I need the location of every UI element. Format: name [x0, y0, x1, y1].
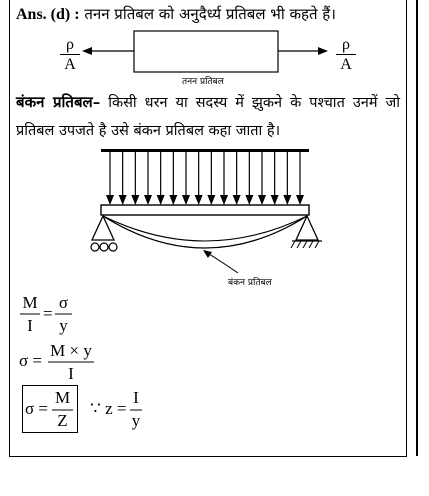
answer-label: Ans. (d) : [16, 6, 80, 23]
load-arrow-head-icon [296, 195, 304, 205]
load-arrow-head-icon [220, 195, 228, 205]
tensile-bar-diagram [82, 31, 328, 72]
bent-beam-curve-outer [103, 216, 307, 248]
beam [101, 205, 309, 215]
load-arrow-head-icon [182, 195, 190, 205]
load-arrow-head-icon [245, 195, 253, 205]
leader-arrow-head-icon [203, 250, 212, 258]
tensile-bar [134, 31, 278, 72]
f4-num: I [133, 388, 139, 407]
caption-leader-line [206, 252, 238, 273]
f1-left-den: I [27, 316, 33, 335]
load-arrow-head-icon [233, 195, 241, 205]
f3-num: M [54, 388, 71, 407]
right-arrow-head-icon [318, 47, 328, 55]
load-arrow-head-icon [207, 195, 215, 205]
load-arrow-head-icon [131, 195, 139, 205]
load-arrow-head-icon [106, 195, 114, 205]
answer-statement: तनन प्रतिबल को अनुदैर्ध्य प्रतिबल भी कहते हैं। [84, 5, 336, 23]
f1-right-num: σ [58, 293, 69, 312]
fraction-numerator: ρ [336, 36, 356, 55]
f1-equals: = [43, 304, 53, 323]
roller-icon [100, 243, 108, 251]
f4-den: y [131, 411, 141, 430]
fraction-denominator: A [64, 56, 76, 73]
bending-paragraph [16, 88, 400, 145]
load-arrow-head-icon [144, 195, 152, 205]
beam-caption: बंकन प्रतिबल [228, 278, 272, 288]
load-arrow-head-icon [271, 195, 279, 205]
load-arrow-head-icon [195, 195, 203, 205]
f2-num: M × y [50, 341, 92, 360]
load-arrow-head-icon [119, 195, 127, 205]
f3-lhs: σ = [25, 399, 49, 418]
f2-den: I [68, 364, 74, 383]
f2-lhs: σ = [19, 351, 43, 370]
bending-term: बंकन प्रतिबल– [16, 93, 101, 111]
bending-definition: किसी धरन या सदस्य में झुकने के पश्चात उनमें जो प्रतिबल उपजते है उसे बंकन प्रतिबल कहा जाता है। [16, 95, 400, 139]
load-top-line [101, 149, 309, 152]
roller-icon [91, 243, 99, 251]
tensile-caption: तनन प्रतिबल [182, 77, 224, 87]
f4-lhs: ∵ z = [90, 399, 127, 418]
left-arrow-head-icon [82, 47, 92, 55]
load-arrow-head-icon [157, 195, 165, 205]
beam-diagram [91, 149, 322, 273]
load-arrow-head-icon [169, 195, 177, 205]
fraction-numerator: ρ [60, 36, 80, 55]
bent-beam-curve-inner [103, 216, 307, 241]
distributed-load-arrows [106, 152, 304, 205]
roller-icon [109, 243, 117, 251]
load-arrow-head-icon [258, 195, 266, 205]
f1-right-den: y [59, 316, 68, 335]
fraction-denominator: A [340, 56, 352, 73]
f3-den: Z [57, 411, 68, 430]
f1-left-num: M [22, 293, 38, 312]
load-arrow-head-icon [283, 195, 291, 205]
